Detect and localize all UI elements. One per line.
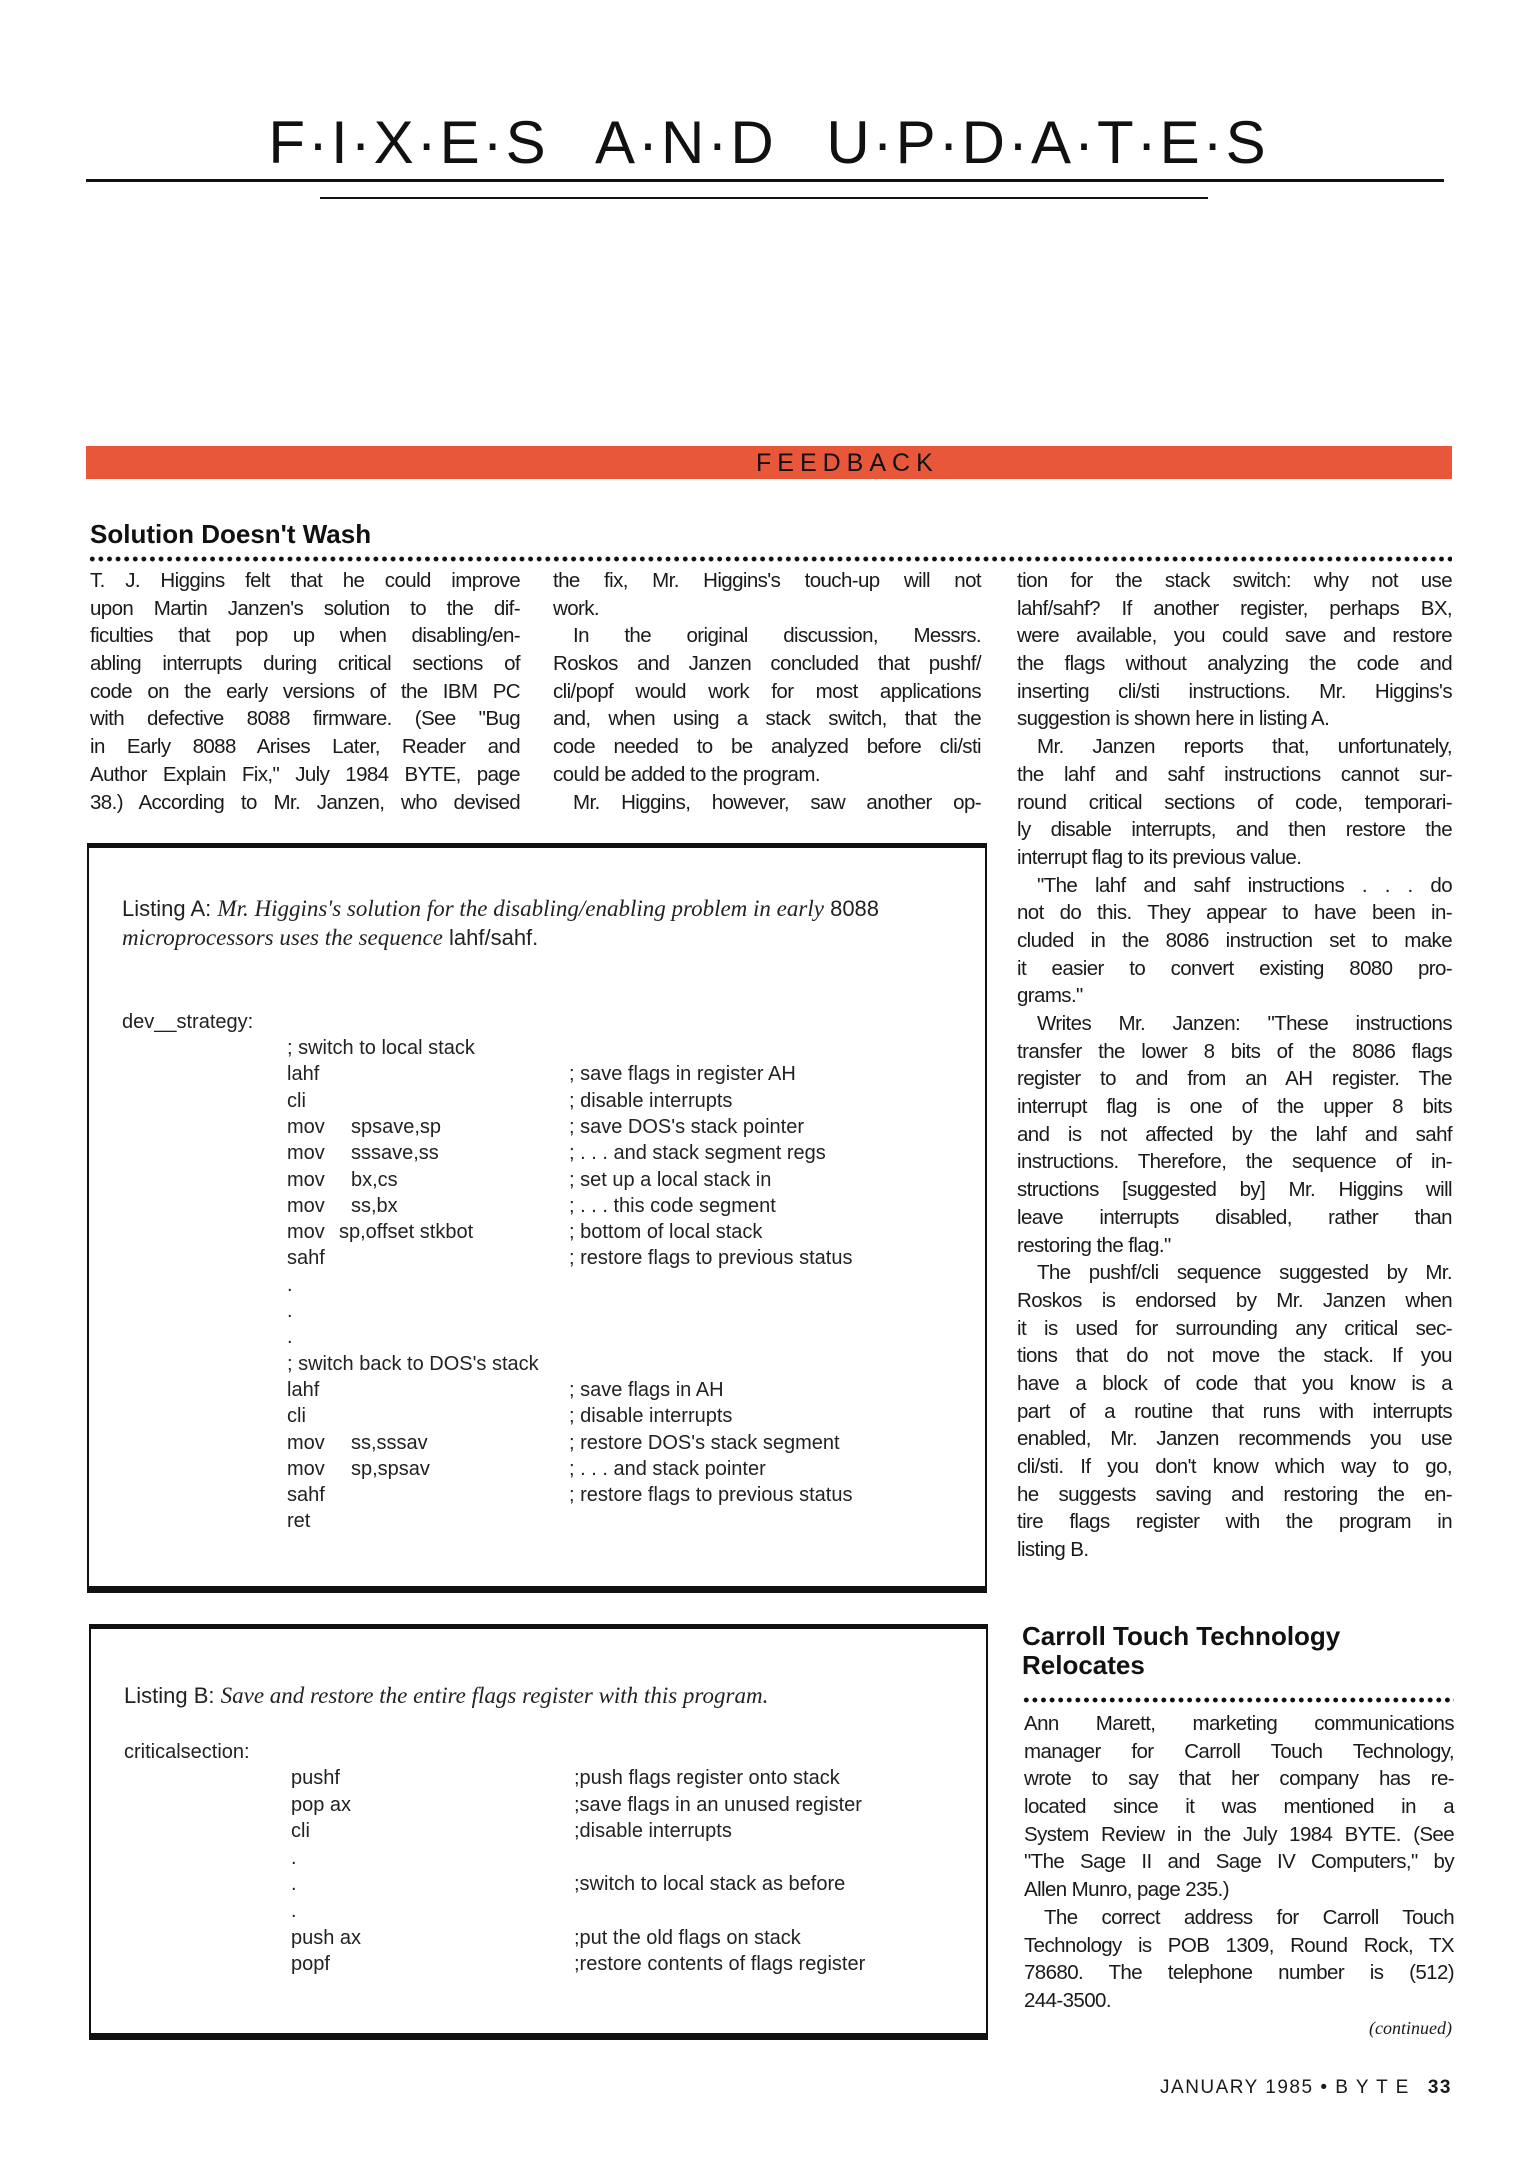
text-line: Roskos and Janzen concluded that pushf/	[553, 652, 981, 676]
text-line: it easier to convert existing 8080 pro-	[1017, 956, 1452, 980]
code-instruction: cli	[291, 1820, 310, 1843]
text-line: enabled, Mr. Janzen recommends you use	[1017, 1427, 1452, 1451]
code-instruction: mov	[287, 1431, 325, 1454]
text-line: ly disable interrupts, and then restore the	[1017, 818, 1452, 842]
text-line: have a block of code that you know is a	[1017, 1371, 1452, 1395]
text-line: in Early 8088 Arises Later, Reader and	[90, 735, 520, 759]
text-line: ficulties that pop up when disabling/en-	[90, 624, 520, 648]
text-line: transfer the lower 8 bits of the 8086 flags	[1017, 1039, 1452, 1063]
text-line: he suggests saving and restoring the en-	[1017, 1482, 1452, 1506]
code-operand: sp,spsav	[351, 1457, 430, 1480]
code-comment: ; . . . and stack pointer	[569, 1457, 766, 1480]
text-line: grams."	[1017, 984, 1083, 1008]
code-comment: ; restore DOS's stack segment	[569, 1431, 840, 1454]
text-line: and is not affected by the lahf and sahf	[1017, 1122, 1452, 1146]
text-line: could be added to the program.	[553, 762, 820, 786]
listing-b-box	[89, 1624, 988, 2040]
page-title: F·I·X·E·S A·N·D U·P·D·A·T·E·S	[268, 109, 1269, 176]
text-line: inserting cli/sti instructions. Mr. Higgins's	[1017, 679, 1452, 703]
code-instruction: cli	[287, 1405, 306, 1428]
code-comment: ; . . . this code segment	[569, 1194, 776, 1217]
listing-a-box	[87, 843, 987, 1593]
text-line: part of a routine that runs with interrupts	[1017, 1399, 1452, 1423]
listing-b-caption-italic: Save and restore the entire flags register with this program.	[220, 1683, 769, 1708]
text-line: were available, you could save and restore	[1017, 624, 1452, 648]
page-footer	[1160, 2077, 1452, 2099]
text-line: the fix, Mr. Higgins's touch-up will not	[553, 569, 981, 592]
listing-a-caption	[122, 894, 952, 952]
code-instruction: mov	[287, 1221, 325, 1244]
code-operand: spsave,sp	[351, 1115, 442, 1138]
code-comment: ; restore flags to previous status	[569, 1484, 853, 1507]
article-column-3	[1017, 567, 1452, 1564]
code-instruction: .	[291, 1900, 297, 1922]
text-line: leave interrupts disabled, rather than	[1017, 1205, 1452, 1229]
code-instruction: mov	[287, 1115, 325, 1138]
code-instruction: push ax	[291, 1926, 362, 1949]
listing-b-caption-label: Listing B:	[124, 1683, 215, 1708]
code-instruction: mov	[287, 1194, 325, 1217]
code-comment: ;restore contents of flags register	[574, 1953, 866, 1976]
code-comment: ; save flags in register AH	[569, 1063, 796, 1086]
code-comment: ;disable interrupts	[574, 1820, 732, 1843]
text-line: upon Martin Janzen's solution to the dif-	[90, 596, 520, 620]
code-comment: ;push flags register onto stack	[574, 1767, 840, 1789]
code-instruction: mov	[287, 1168, 325, 1191]
code-instruction: pushf	[291, 1767, 340, 1789]
code-comment: ;switch to local stack as before	[574, 1873, 846, 1896]
listing-b-label: criticalsection:	[124, 1741, 250, 1763]
code-instruction: .	[291, 1846, 297, 1869]
code-instruction: .	[287, 1300, 293, 1322]
dotted-rule-2	[1022, 1697, 1454, 1703]
text-line: The correct address for Carroll Touch	[1044, 1905, 1454, 1929]
code-instruction: ; switch back to DOS's stack	[287, 1352, 539, 1375]
code-comment: ; restore flags to previous status	[569, 1247, 853, 1270]
code-comment: ; save flags in AH	[569, 1378, 724, 1401]
code-operand: ss,bx	[351, 1194, 398, 1217]
text-line: restoring the flag."	[1017, 1233, 1171, 1257]
listing-a-label: dev__strategy:	[122, 1011, 254, 1033]
text-line: Writes Mr. Janzen: "These instructions	[1037, 1012, 1452, 1035]
text-line: code needed to be analyzed before cli/sti	[553, 735, 981, 759]
text-line: Allen Munro, page 235.)	[1024, 1878, 1230, 1902]
code-instruction: pop ax	[291, 1793, 352, 1816]
text-line: the lahf and sahf instructions cannot sur-	[1017, 762, 1452, 786]
text-line: 38.) According to Mr. Janzen, who devised	[90, 790, 520, 814]
listing-a-caption-italic: Mr. Higgins's solution for the disabling/enabling problem in early	[217, 896, 824, 921]
article2-body	[1024, 1710, 1454, 2015]
code-comment: ; set up a local stack in	[569, 1168, 772, 1191]
text-line: "The Sage II and Sage IV Computers," by	[1024, 1850, 1454, 1874]
code-instruction: mov	[287, 1457, 325, 1480]
title-rule-thick	[86, 179, 1444, 182]
text-line: the flags without analyzing the code and	[1017, 652, 1452, 676]
article2-heading-line2: Relocates	[1022, 1650, 1145, 1680]
code-instruction: .	[287, 1273, 293, 1296]
dotted-rule	[88, 556, 1452, 562]
text-line: "The lahf and sahf instructions . . . do	[1037, 873, 1452, 897]
code-operand: sssave,ss	[351, 1142, 439, 1165]
text-line: cluded in the 8086 instruction set to make	[1017, 928, 1452, 952]
code-comment: ;put the old flags on stack	[574, 1926, 801, 1949]
text-line: lahf/sahf? If another register, perhaps BX,	[1017, 596, 1452, 620]
code-comment: ; bottom of local stack	[569, 1221, 763, 1244]
code-instruction: ; switch to local stack	[287, 1037, 475, 1059]
title-rule-thin	[320, 197, 1208, 199]
text-line: tions that do not move the stack. If you	[1017, 1344, 1452, 1368]
code-operand: ss,sssav	[351, 1431, 428, 1454]
article2-heading	[1022, 1622, 1340, 1680]
text-line: T. J. Higgins felt that he could improve	[90, 569, 520, 592]
text-line: 244-3500.	[1024, 1988, 1111, 2012]
text-line: Mr. Janzen reports that, unfortunately,	[1037, 735, 1452, 759]
text-line: with defective 8088 firmware. (See "Bug	[90, 707, 520, 731]
article2-heading-line1: Carroll Touch Technology	[1022, 1621, 1341, 1651]
code-operand: sp,offset stkbot	[339, 1221, 474, 1244]
continued-note: (continued)	[1369, 2018, 1452, 2038]
text-line: The pushf/cli sequence suggested by Mr.	[1037, 1261, 1452, 1285]
text-line: instructions. Therefore, the sequence of in-	[1017, 1150, 1452, 1174]
text-line: In the original discussion, Messrs.	[573, 624, 981, 648]
code-instruction: cli	[287, 1089, 306, 1112]
text-line: cli/popf would work for most applications	[553, 679, 981, 703]
article-column-2	[553, 567, 981, 816]
code-instruction: .	[291, 1873, 297, 1896]
listing-a-caption-num: 8088	[830, 896, 880, 921]
code-comment: ; save DOS's stack pointer	[569, 1115, 805, 1138]
code-comment: ;save flags in an unused register	[574, 1793, 862, 1816]
text-line: work.	[553, 596, 599, 620]
code-instruction: sahf	[287, 1247, 325, 1270]
text-line: Mr. Higgins, however, saw another op-	[573, 790, 981, 814]
text-line: structions [suggested by] Mr. Higgins will	[1017, 1178, 1452, 1202]
listing-a-caption-label: Listing A:	[122, 896, 212, 921]
text-line: Author Explain Fix," July 1984 BYTE, page	[90, 762, 520, 786]
text-line: code on the early versions of the IBM PC	[90, 679, 520, 703]
code-instruction: popf	[291, 1953, 330, 1976]
text-line: manager for Carroll Touch Technology,	[1024, 1739, 1454, 1763]
footer-issue: JANUARY 1985 • B Y T E	[1160, 2077, 1410, 2098]
text-line: 78680. The telephone number is (512)	[1024, 1961, 1454, 1985]
text-line: round critical sections of code, temporari-	[1017, 790, 1452, 814]
code-instruction: lahf	[287, 1378, 320, 1401]
article-column-1	[90, 567, 520, 816]
text-line: tire flags register with the program in	[1017, 1510, 1452, 1534]
text-line: System Review in the July 1984 BYTE. (See	[1024, 1822, 1454, 1846]
code-comment: ; . . . and stack segment regs	[569, 1142, 826, 1165]
page-number: 33	[1427, 2077, 1452, 2098]
text-line: suggestion is shown here in listing A.	[1017, 707, 1330, 731]
text-line: cli/sti. If you don't know which way to go,	[1017, 1455, 1452, 1478]
section-banner-label: FEEDBACK	[756, 449, 939, 477]
listing-b-caption	[124, 1681, 768, 1710]
code-instruction: lahf	[287, 1063, 320, 1086]
code-instruction: .	[287, 1326, 293, 1349]
section-banner	[86, 446, 1452, 479]
text-line: located since it was mentioned in a	[1024, 1795, 1454, 1819]
code-instruction: sahf	[287, 1484, 325, 1507]
listing-a-caption-end: lahf/sahf.	[449, 925, 539, 950]
code-comment: ; disable interrupts	[569, 1089, 733, 1112]
article-heading: Solution Doesn't Wash	[90, 519, 372, 549]
text-line: wrote to say that her company has re-	[1024, 1767, 1454, 1791]
text-line: not do this. They appear to have been in-	[1017, 901, 1452, 925]
text-line: abling interrupts during critical sections of	[90, 652, 520, 676]
text-line: Roskos is endorsed by Mr. Janzen when	[1017, 1288, 1452, 1312]
text-line: it is used for surrounding any critical sec-	[1017, 1316, 1452, 1340]
text-line: tion for the stack switch: why not use	[1017, 569, 1452, 592]
text-line: interrupt flag to its previous value.	[1017, 845, 1302, 869]
code-comment: ; disable interrupts	[569, 1405, 733, 1428]
text-line: Technology is POB 1309, Round Rock, TX	[1024, 1933, 1454, 1957]
text-line: listing B.	[1017, 1538, 1089, 1562]
listing-a-caption-italic2: microprocessors uses the sequence	[122, 925, 443, 950]
code-instruction: ret	[287, 1510, 311, 1533]
text-line: Ann Marett, marketing communications	[1024, 1712, 1454, 1735]
text-line: and, when using a stack switch, that the	[553, 707, 981, 731]
text-line: interrupt flag is one of the upper 8 bits	[1017, 1095, 1452, 1119]
text-line: register to and from an AH register. The	[1017, 1067, 1452, 1091]
code-operand: bx,cs	[351, 1168, 398, 1191]
code-instruction: mov	[287, 1142, 325, 1165]
